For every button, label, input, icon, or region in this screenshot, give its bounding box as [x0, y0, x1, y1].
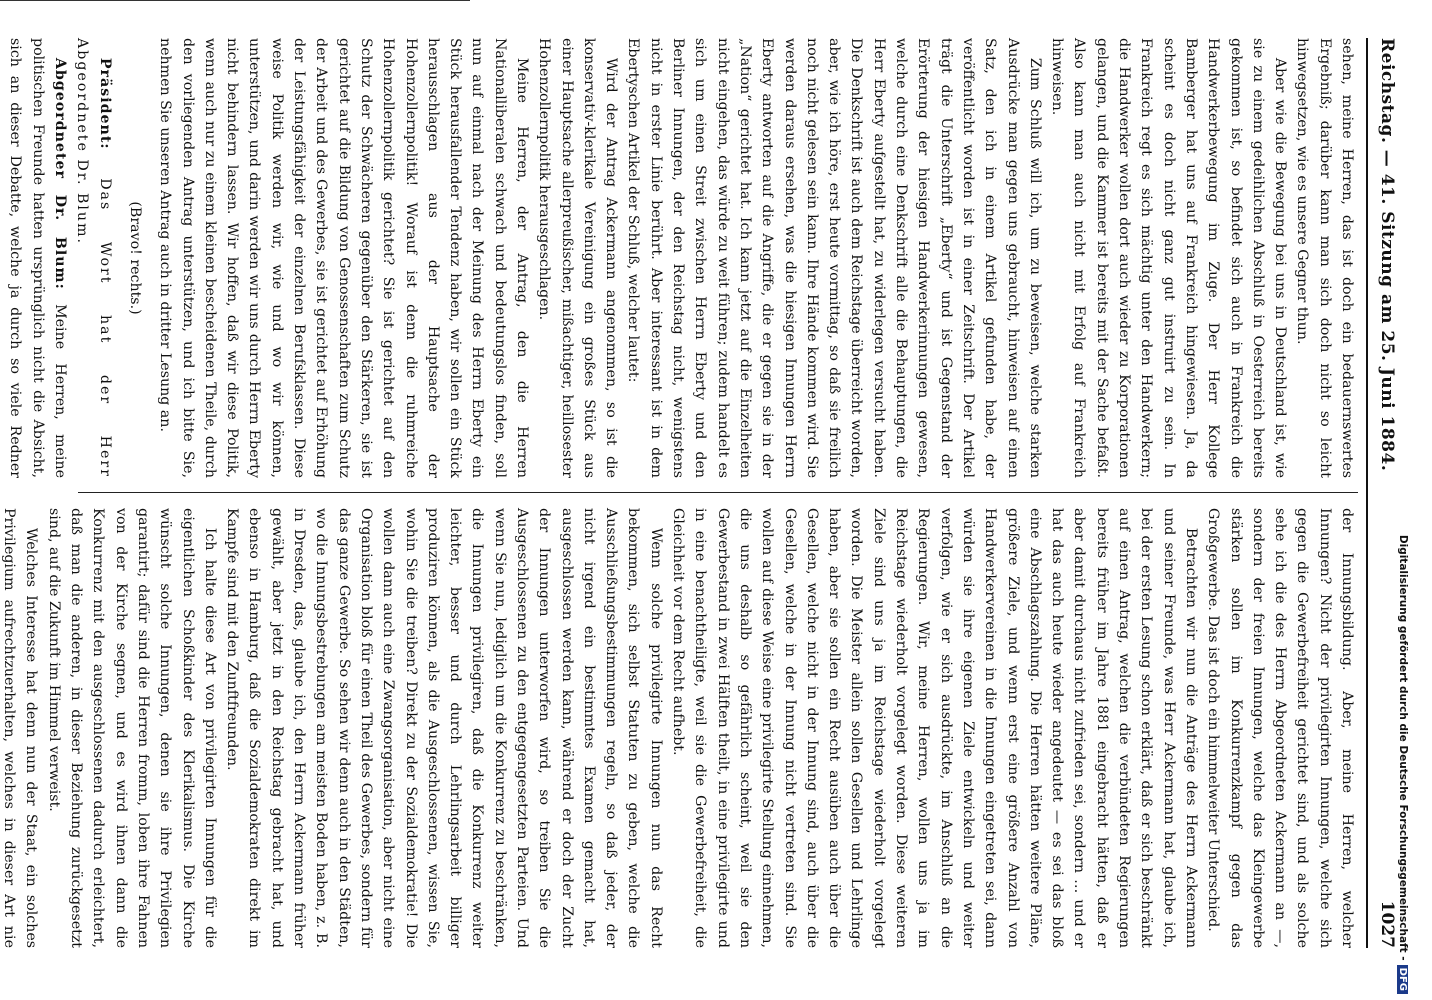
speaker-paragraph [0, 38, 71, 478]
credit-text: Digitalisierung gefördert durch die Deutsche Forschungsgemeinschaft - [1397, 534, 1409, 961]
paragraph: Meine Herren, der Antrag, den die Herren Nationalliberalen schwach und bedeutungslos finden, soll nun auf einmal nach der Meinung des Herrn Eberty ein Stück herausfallender Tendenz haben, wir sollen ein Stück herausschlagen aus der Hauptsache der Hohenzollernpolitik! Worauf ist denn die ruhmreiche Hohenzollernpolitik gerichtet? Sie ist gerichtet auf den Schutz der Schwächeren gegenüber den Stärkeren, sie ist gerichtet auf die Bildung von Genossenschaften zum Schutz der Arbeit und des Gewerbes, sie ist gerichtet auf Erhöhung der Leistungsfähigkeit der einzelnen Berufsklassen. Diese weise Politik werden wir, wie und wo wir können, unterstützen, und darin werden wir uns durch Herrn Eberty nicht behindern lassen. Wir hoffen, daß wir diese Politik, wenn auch nur zu einem kleinen bescheidenen Theile, durch den vorliegenden Antrag unterstützen, und ich bitte Sie, nehmen Sie unseren Antrag auch in dritter Lesung an. [157, 38, 531, 478]
president-paragraph [71, 38, 116, 478]
column-divider [78, 492, 1358, 493]
applause-note: (Bravo! rechts.) [126, 201, 143, 315]
speaker-text: Meine Herren, meine politischen Freunde hatten ursprünglich nicht die Absicht, sich an dieser Debatte, welche ja durch so viele Redner [7, 38, 69, 478]
dfg-logo: DFG [1398, 965, 1409, 994]
header-rule [1366, 38, 1368, 948]
paragraph: Aber wie die Bewegung bei uns in Deutschland ist, wie sie zu einem gedeihlichen Abschluß in Oesterreich bereits gekommen ist, so befindet sich auch in Frankreich die Handwerkerbewegung im Zuge. Der Herr Kollege Bamberger hat uns auf Frankreich hingewiesen. Ja, da scheint es doch nicht ganz gut instruirt zu sein. In Frankreich regt es sich mächtig unter den Handwerkern; die Handwerker wollen dort auch wieder zu Korporationen gelangen, und die Kammer ist bereits mit der Sache befaßt. Also kann man auch nicht mit Erfolg auf Frankreich hinweisen. [1049, 38, 1289, 478]
left-column [7, 38, 1358, 478]
paragraph: Welches Interesse hat denn nun der Staat, ein solches Privilegium aufrechtzuerhalten, welches in dieser Art nie [1, 508, 40, 948]
president-text: Das Wort hat der Herr Abgeordnete Dr. Blum. [74, 38, 113, 478]
page-title: Reichstag. — 41. Sitzung am 25. Juni 1884. [1377, 38, 1397, 472]
digitization-credit [1394, 4, 1412, 994]
page-number: 1027 [1377, 900, 1397, 948]
paragraph: Zum Schluß will ich, um zu beweisen, welche starken Ausdrücke man gegen uns gebraucht, hinweisen auf einen Satz, den ich in einem Artikel gefunden habe, der veröffentlicht worden ist in einer Zeitschrift. Der Artikel trägt die Unterschrift „Eberty“ und ist Gegenstand der Erörterung der hiesigen Handwerkerinnungen gewesen, welche durch eine Denkschrift alle die Behauptungen, die Herr Eberty aufgestellt hat, zu widerlegen versucht haben. Die Denkschrift ist auch dem Reichstage überreicht worden, aber, wie ich höre, erst heute vormittag, so daß sie freilich noch nicht gelesen sein kann. Ihre Hände kommen wird. Sie werden daraus ersehen, was die hiesigen Innungen Herrn Eberty antworten auf die Angriffe, die er gegen sie in der „Nation“ gerichtet hat. Ich kann jetzt auf die Einzelheiten nicht eingehen, das würde zu weit führen; zudem handelt es sich um einen Streit zwischen Herrn Eberty und den Berliner Innungen, der den Reichstag nicht, wenigstens nicht in erster Linie berührt. Aber interessant ist in dem Ebertyschen Artikel der Schluß, welcher lautet: [625, 38, 1043, 478]
speaker-label: Abgeordneter Dr. Blum: [52, 57, 69, 290]
scan-edge-line [0, 0, 470, 1]
paragraph: Wenn solche privilegirte Innungen nun das Recht bekommen, sich selbst Statuten zu geben, welche die Ausschließungsbestimmungen regeln, so daß jeder, der nicht irgend ein bestimmtes Examen gemacht hat, ausgeschlossen werden kann, während er doch der Zucht der Innungen unterworfen wird, so treiben Sie die Ausgeschlossenen zu den entgegengesetzten Parteien. Und wenn Sie nun, lediglich um die Konkurrenz zu beschränken, die Innungen privilegiren, daß die Konkurrenz weiter leichter, besser und durch Lehrlingsarbeit billiger produziren können, als die Ausgeschlossenen, wissen Sie, wohin Sie die treiben? Direkt zu der Sozialdemokratie! Die wollen dann auch eine Zwangsorganisation, aber nicht eine Organisation bloß für einen Theil des Gewerbes, sondern für das ganze Gewerbe. So sehen wir denn auch in den Städten, wo die Innungsbestrebungen am meisten Boden haben, z. B. in Dresden, das, glaube ich, den Herrn Ackermann früher gewählt, aber jetzt in den Reichstag gebracht hat, und ebenso in Hamburg, daß die Sozialdemokraten direkt im Kampfe sind mit den Zunftfreunden. [224, 508, 664, 948]
president-label: Präsident: [96, 57, 113, 150]
paragraph: Ich halte diese Art von privilegirten Innungen für die eigentlichen Schoßkinder des Klerikalismus. Die Kirche wünscht solche Innungen, denen sie ihre Privilegien garantirt; dafür sind die Herren fromm, loben ihre Fahnen von der Kirche segnen, und es wird ihnen dann die Konkurrenz mit den ausgeschlossenen dadurch erleichtert, daß man die anderen, in dieser Beziehung zurückgesetzt sind, auf die Zukunft im Himmel verweist. [45, 508, 218, 948]
paragraph: sehen, meine Herren, das ist doch ein bedauernswertes Ergebniß; darüber kann man sich doch nicht so leicht hinwegsetzen, wie es unsere Gegner thun. [1294, 38, 1355, 478]
rotated-document-sheet [1, 8, 1420, 968]
paragraph: der Innungsbildung. Aber, meine Herren, welcher Innungen? Nicht der privilegirten Innungen, welche sich gegen die Gewerbefreiheit gerichtet sind, und als solche sehe ich die des Herrn Abgeordneten Ackermann an —, sondern der freien Innungen, welche das Kleingewerbe stärken sollen im Konkurrenzkampf gegen das Großgewerbe. Das ist doch ein himmelweiter Unterschied. [1205, 508, 1355, 948]
quotation: Wird der Antrag Ackermann angenommen, so ist die konservativ-klerikale Vereinigung ein großes Stück aus einer Hauptsache allerpreußischer, mißachtiger, heillosester Hohenzollernpolitik herausgeschlagen. [536, 38, 620, 478]
paragraph: Betrachten wir nun die Anträge des Herrn Ackermann und seiner Freunde, was Herr Ackermann hat, glaube ich, bei der ersten Lesung schon erklärt, daß er sich beschränkt auf einen Antrag, welchen die verbündeten Regierungen bereits früher im Jahre 1881 eingebracht hätten, daß er aber damit durchaus nicht zufrieden sei, sondern … und er hat das auch heute wieder angedeutet — es sei das bloß eine Abschlagszahlung. Die Herren hätten weitere Pläne, größere Ziele, und wenn erst eine größere Anzahl von Handwerkervereinen in die Innungen eingetreten sei, dann würden sie ihre eigenen Ziele entwickeln und weiter verfolgen, wie er sich ausdrückte, im Anschluß an die Regierungen. Wir, meine Herren, wollen uns ja im Reichstage wiederholt vorgelegt worden. Diese weiteren Ziele sind uns ja im Reichstage wiederholt vorgelegt worden. Die Meister allein sollen Gesellen und Lehrlinge haben, aber sie sollen ein Recht ausüben auch über die Gesellen, welche nicht in der Innung sind, auch über die Gesellen, welche in der Innung nicht vertreten sind. Sie wollen auf diese Weise eine privilegirte Stellung einnehmen, die uns deshalb so gefährlich scheint, weil sie den Gewerbestand in zwei Hälften theilt, in eine privilegirte und in eine benachtheiligte, weil sie die Gewerbefreiheit, die Gleichheit vor dem Recht aufhebt. [670, 508, 1199, 948]
right-column [1, 508, 1358, 948]
